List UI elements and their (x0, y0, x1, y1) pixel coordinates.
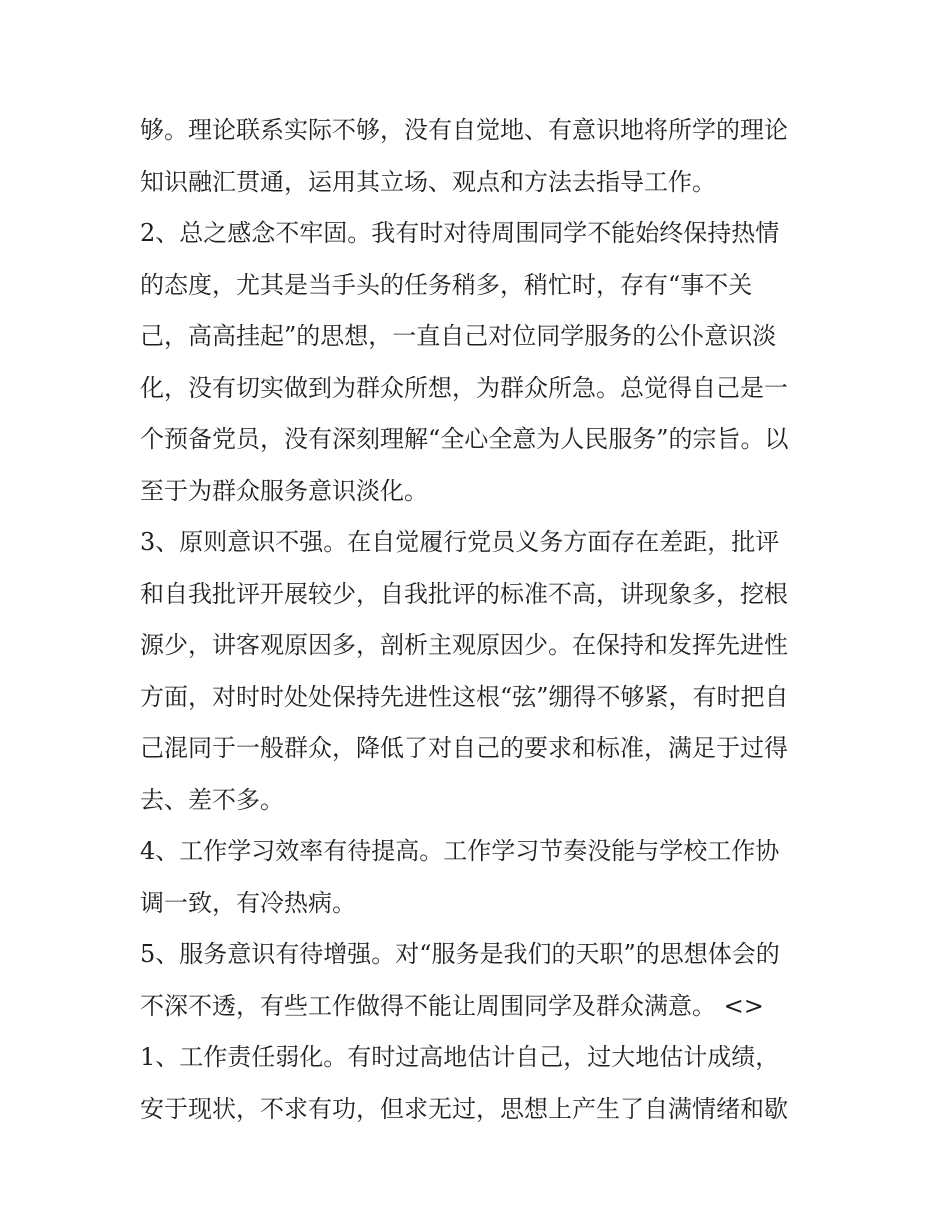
text-line: 不深不透，有些工作做得不能让周围同学及群众满意。 <> (140, 991, 764, 1020)
text-line: 4、工作学习效率有待提高。工作学习节奏没能与学校工作协 (140, 837, 780, 865)
text-line: 己混同于一般群众，降低了对自己的要求和标准，满足于过得 (140, 734, 788, 762)
text-line: 化，没有切实做到为群众所想，为群众所急。总觉得自己是一 (140, 373, 788, 402)
text-line: 至于为群众服务意识淡化。 (140, 476, 428, 505)
text-line: 够。理论联系实际不够，没有自觉地、有意识地将所学的理论 (140, 116, 788, 144)
text-line: 和自我批评开展较少，自我批评的标准不高，讲现象多，挖根 (140, 579, 788, 608)
text-line: 3、原则意识不强。在自觉履行党员义务方面存在差距，批评 (140, 528, 780, 556)
text-line: 1、工作责任弱化。有时过高地估计自己，过大地估计成绩， (140, 1043, 780, 1071)
text-line: 安于现状，不求有功，但求无过，思想上产生了自满情绪和歇 (140, 1094, 788, 1123)
text-line: 的态度，尤其是当手头的任务稍多，稍忙时，存有“事不关 (140, 270, 753, 299)
text-line: 己，高高挂起”的思想，一直自己对位同学服务的公仆意识淡 (140, 322, 777, 350)
text-line: 知识融汇贯通，运用其立场、观点和方法去指导工作。 (140, 167, 716, 196)
document-body (140, 105, 820, 1135)
text-line: 调一致，有冷热病。 (140, 888, 356, 917)
text-line: 去、差不多。 (140, 785, 284, 814)
text-line: 2、总之感念不牢固。我有时对待周围同学不能始终保持热情 (140, 219, 780, 247)
text-line: 方面，对时时处处保持先进性这根“弦”绷得不够紧，有时把自 (140, 682, 789, 711)
text-line: 5、服务意识有待增强。对“服务是我们的天职”的思想体会的 (140, 940, 780, 968)
text-line: 源少，讲客观原因多，剖析主观原因少。在保持和发挥先进性 (140, 631, 788, 659)
text-line: 个预备党员，没有深刻理解“全心全意为人民服务”的宗旨。以 (140, 425, 789, 453)
